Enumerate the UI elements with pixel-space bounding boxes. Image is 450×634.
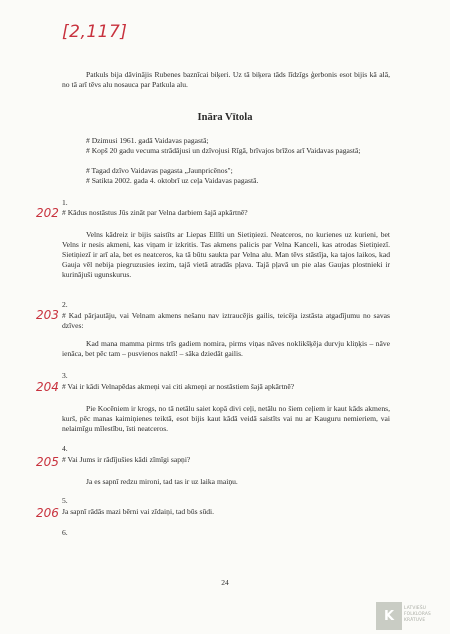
bio-line: # Tagad dzīvo Vaidavas pagasta „Jaunpricēnos"; (86, 166, 233, 175)
answer: Pie Kocēniem ir krogs, no tā netālu saiet kopā divi ceļi, netālu no šiem ceļiem ir kaut kāds akmens, kurš, pēc manas kaimiņienes teiktā, esot bijis kaut kādā veidā saistīts vai nu ar Kauguru nemieriem, vai nelaimīgu mīlestību, īsti neatceros. (62, 404, 390, 433)
question: # Vai Jums ir rādījušies kādi zīmīgi sapņi? (62, 455, 191, 464)
item-number: 1. (62, 198, 68, 207)
item-number: 4. (62, 444, 68, 453)
question: # Kādus nostāstus Jūs zināt par Velna darbiem šajā apkārtnē? (62, 208, 248, 217)
bio-line: # Kopš 20 gadu vecuma strādājusi un dzīvojusi Rīgā, brīvajos brīžos arī Vaidavas pagastā; (86, 146, 361, 155)
narrator-heading: Ināra Vītola (197, 112, 253, 123)
answer: Ja es sapnī redzu mironi, tad tas ir uz laika maiņu. (86, 477, 238, 486)
margin-number-handwritten: 204 (36, 380, 59, 394)
logo-text: LATVIEŠU FOLKLORAS KRĀTUVE (404, 606, 431, 623)
item-number: 2. (62, 300, 68, 309)
answer: Velns kādreiz ir bijis saistīts ar Liepas Ellīti un Sietiņiezi. Neatceros, no kurienes uz kurieni, bet Velns ir nesis akmeni, kas viņam ir izkritis. Tas akmens palicis par Velna Kanceli, kas atrodas Sietiņiezī. Sietiņiezī ir arī ala, bet es neatceros, ka tā būtu saukta par Velna alu. Man tēvs stāstīja, ka tajos laikos, kad Gauja vēl nebija piegruzusies iezim, tajā vietā atradās pļava. Tajā pļavā un pie alas Gaujas plostnieki ir kurinājuši ugunskurus. (62, 230, 390, 279)
intro-paragraph: Patkuls bija dāvinājis Rubenes baznīcai biķeri. Uz tā biķera tāds līdzīgs ģerbonis esot bijis kā alā, no tā arī tēvs alu nosauca par Patkula alu. (62, 70, 390, 89)
archive-logo (376, 602, 446, 630)
margin-number-handwritten: 203 (36, 308, 59, 322)
question: # Vai ir kādi Velnapēdas akmeņi vai citi akmeņi ar nostāstiem šajā apkārtnē? (62, 382, 295, 391)
question: # Kad pārjautāju, vai Velnam akmens nešanu nav iztraucējis gailis, teicēja izstāsta atgadījumu no savas dzīves: (62, 311, 390, 330)
item-number: 6. (62, 528, 68, 537)
item-number: 3. (62, 371, 68, 380)
margin-number-handwritten: 202 (36, 206, 59, 220)
bio-line: # Dzimusi 1961. gadā Vaidavas pagastā; (86, 136, 209, 145)
page-number: 24 (221, 578, 229, 587)
bio-line: # Satikta 2002. gada 4. oktobrī uz ceļa Vaidavas pagastā. (86, 176, 259, 185)
margin-number-handwritten: 205 (36, 455, 59, 469)
logo-k-icon: K (376, 602, 402, 630)
answer: Kad mana mamma pirms trīs gadiem nomira, pirms viņas nāves noklikšķēja durvju kliņķis – nāve ienāca, bet pēc tam – pusvienos naktī! – sāka dziedāt gailis. (62, 339, 390, 358)
item-number: 5. (62, 496, 68, 505)
margin-number-handwritten: 206 (36, 506, 59, 520)
archive-number-handwritten: [2,117] (62, 22, 128, 42)
answer: Ja sapnī rādās mazi bērni vai zīdaiņi, tad būs sūdi. (62, 507, 215, 516)
